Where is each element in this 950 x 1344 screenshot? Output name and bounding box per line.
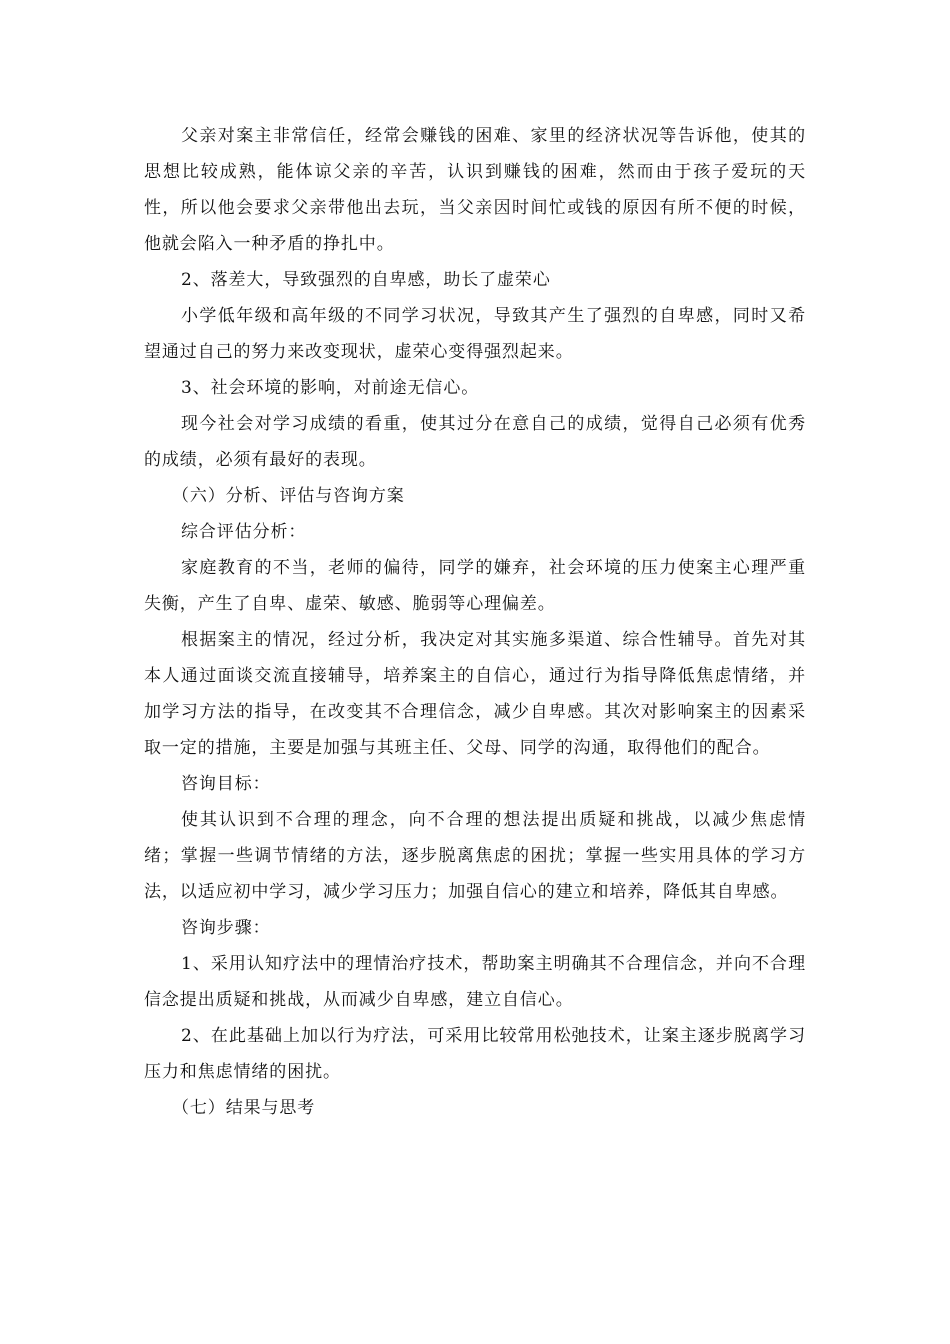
paragraph-step-2: 2、在此基础上加以行为疗法，可采用比较常用松弛技术，让案主逐步脱离学习压力和焦虑情绪的困扰。 — [144, 1026, 806, 1082]
subheading-gap-inferiority: 2、落差大，导致强烈的自卑感，助长了虚荣心 — [181, 270, 551, 290]
section-heading-analysis: （六）分析、评估与咨询方案 — [172, 486, 405, 506]
label-counseling-steps: 咨询步骤： — [181, 918, 271, 938]
paragraph-social-pressure: 现今社会对学习成绩的看重，使其过分在意自己的成绩，觉得自己必须有优秀的成绩，必须有最好的表现。 — [144, 414, 806, 470]
section-heading-results: （七）结果与思考 — [172, 1098, 316, 1118]
document-page — [144, 118, 806, 1126]
paragraph-goals: 使其认识到不合理的理念，向不合理的想法提出质疑和挑战，以减少焦虑情绪；掌握一些调节情绪的方法，逐步脱离焦虑的困扰；掌握一些实用具体的学习方法，以适应初中学习，减少学习压力；加强自信心的建立和培养，降低其自卑感。 — [144, 810, 806, 902]
paragraph-plan: 根据案主的情况，经过分析，我决定对其实施多渠道、综合性辅导。首先对其本人通过面谈交流直接辅导，培养案主的自信心，通过行为指导降低焦虑情绪，并加学习方法的指导，在改变其不合理信念，减少自卑感。其次对影响案主的因素采取一定的措施，主要是加强与其班主任、父母、同学的沟通，取得他们的配合。 — [144, 630, 806, 758]
paragraph-step-1: 1、采用认知疗法中的理情治疗技术，帮助案主明确其不合理信念，并向不合理信念提出质疑和挑战，从而减少自卑感，建立自信心。 — [144, 954, 806, 1010]
paragraph-father-trust: 父亲对案主非常信任，经常会赚钱的困难、家里的经济状况等告诉他，使其的思想比较成熟，能体谅父亲的辛苦，认识到赚钱的困难，然而由于孩子爱玩的天性，所以他会要求父亲带他出去玩，当父亲因时间忙或钱的原因有所不便的时候，他就会陷入一种矛盾的挣扎中。 — [144, 126, 806, 254]
paragraph-assessment: 家庭教育的不当，老师的偏待，同学的嫌弃，社会环境的压力使案主心理严重失衡，产生了自卑、虚荣、敏感、脆弱等心理偏差。 — [144, 558, 806, 614]
label-counseling-goals: 咨询目标： — [181, 774, 271, 794]
subheading-social-environment: 3、社会环境的影响，对前途无信心。 — [181, 378, 480, 398]
label-comprehensive-assessment: 综合评估分析： — [181, 522, 307, 542]
paragraph-grade-difference: 小学低年级和高年级的不同学习状况，导致其产生了强烈的自卑感，同时又希望通过自己的努力来改变现状，虚荣心变得强烈起来。 — [144, 306, 806, 362]
